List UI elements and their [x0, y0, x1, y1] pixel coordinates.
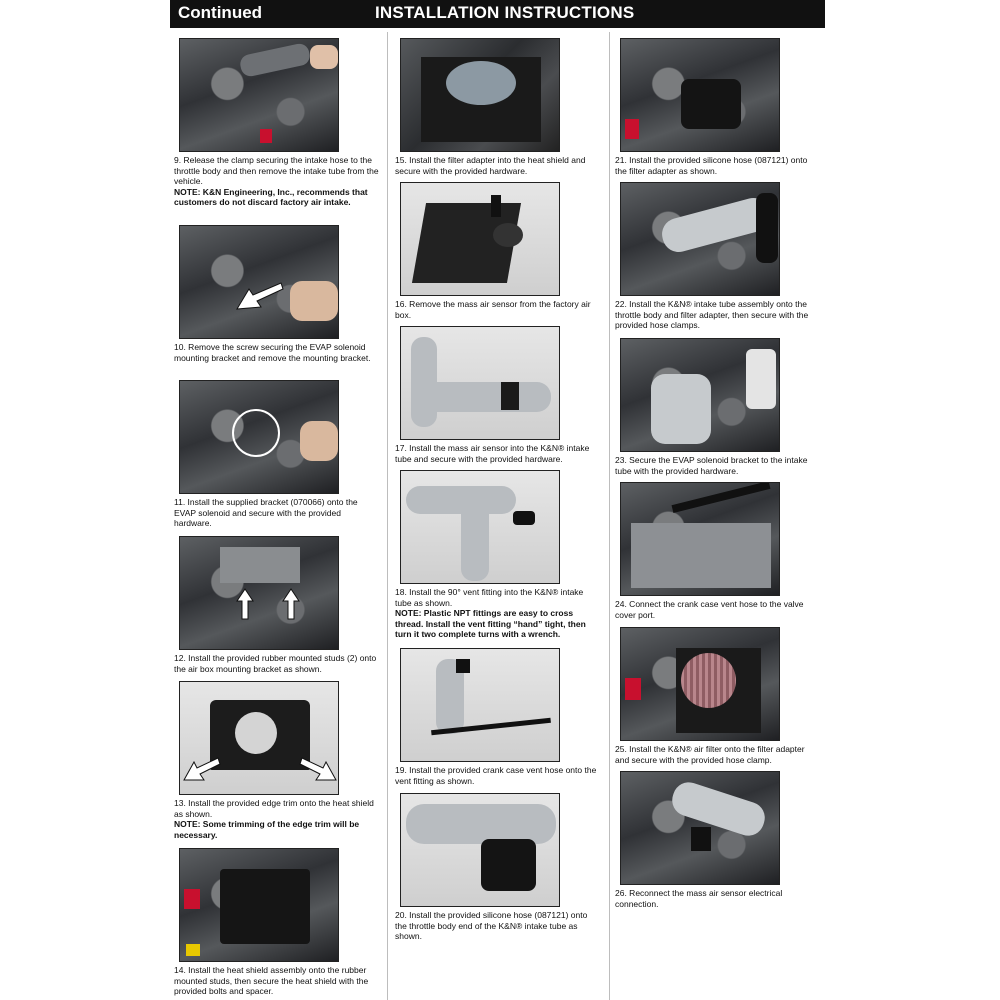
step-21-photo — [620, 38, 780, 152]
step-23-caption — [615, 455, 820, 476]
step-12 — [174, 536, 379, 674]
header-title: INSTALLATION INSTRUCTIONS — [375, 3, 635, 22]
step-20 — [395, 793, 600, 942]
step-11 — [174, 380, 379, 529]
step-16 — [395, 182, 600, 320]
step-20-caption — [395, 910, 600, 942]
step-26-caption — [615, 888, 820, 909]
step-9-caption — [174, 155, 379, 208]
step-24-photo — [620, 482, 780, 596]
step-25-photo — [620, 627, 780, 741]
step-11-photo — [179, 380, 339, 494]
step-12-text: 12. Install the provided rubber mounted studs (2) onto the air box mounting bracket as shown. — [174, 653, 377, 674]
step-19 — [395, 648, 600, 786]
step-21-text: 21. Install the provided silicone hose (087121) onto the filter adapter as shown. — [615, 155, 808, 176]
step-14 — [174, 848, 379, 997]
step-14-caption — [174, 965, 379, 997]
step-17-caption — [395, 443, 600, 464]
step-16-text: 16. Remove the mass air sensor from the factory air box. — [395, 299, 591, 320]
step-23-text: 23. Secure the EVAP solenoid bracket to the intake tube with the provided hardware. — [615, 455, 808, 476]
step-26-text: 26. Reconnect the mass air sensor electrical connection. — [615, 888, 783, 909]
step-23 — [615, 338, 820, 476]
arrow-icons — [182, 754, 338, 784]
step-15-photo — [400, 38, 560, 152]
step-25-caption — [615, 744, 820, 765]
step-25-text: 25. Install the K&N® air filter onto the filter adapter and secure with the provided hose clamp. — [615, 744, 805, 765]
step-19-text: 19. Install the provided crank case vent hose onto the vent fitting as shown. — [395, 765, 597, 786]
header-continued: Continued — [178, 3, 263, 22]
step-20-text: 20. Install the provided silicone hose (087121) onto the throttle body end of the K&N® intake tube as shown. — [395, 910, 588, 941]
step-17 — [395, 326, 600, 464]
step-10-text: 10. Remove the screw securing the EVAP solenoid mounting bracket and remove the mounting bracket. — [174, 342, 371, 363]
step-16-caption — [395, 299, 600, 320]
step-20-photo — [400, 793, 560, 907]
step-10-caption — [174, 342, 379, 363]
step-9-photo — [179, 38, 339, 152]
step-13-text: 13. Install the provided edge trim onto the heat shield as shown. — [174, 798, 374, 819]
step-21-caption — [615, 155, 820, 176]
step-10 — [174, 225, 379, 363]
step-18-caption — [395, 587, 600, 640]
step-12-photo — [179, 536, 339, 650]
step-10-photo — [179, 225, 339, 339]
step-14-photo — [179, 848, 339, 962]
step-23-photo — [620, 338, 780, 452]
step-11-text: 11. Install the supplied bracket (070066) onto the EVAP solenoid and secure with the provided hardware. — [174, 497, 358, 528]
step-9 — [174, 38, 379, 208]
step-15 — [395, 38, 600, 176]
step-13-note: NOTE: Some trimming of the edge trim will be necessary. — [174, 819, 360, 840]
step-13-photo — [179, 681, 339, 795]
step-14-text: 14. Install the heat shield assembly onto the rubber mounted studs, then secure the heat shield with the provided bolts and spacer. — [174, 965, 369, 996]
column-divider-1 — [387, 32, 388, 1000]
step-15-caption — [395, 155, 600, 176]
step-21 — [615, 38, 820, 176]
step-24 — [615, 482, 820, 620]
step-9-note: NOTE: K&N Engineering, Inc., recommends that customers do not discard factory air intake. — [174, 186, 368, 207]
step-17-text: 17. Install the mass air sensor into the K&N® intake tube and secure with the provided hardware. — [395, 443, 590, 464]
step-13-caption — [174, 798, 379, 840]
page-header — [170, 0, 825, 28]
arrow-icons — [235, 587, 305, 622]
step-13 — [174, 681, 379, 840]
step-18 — [395, 470, 600, 640]
step-16-photo — [400, 182, 560, 296]
step-22-text: 22. Install the K&N® intake tube assembly onto the throttle body and filter adapter, then secure with the provided hose clamps. — [615, 299, 809, 330]
column-divider-2 — [609, 32, 610, 1000]
step-26-photo — [620, 771, 780, 885]
step-22-photo — [620, 182, 780, 296]
step-24-caption — [615, 599, 820, 620]
step-22-caption — [615, 299, 820, 331]
step-18-text: 18. Install the 90° vent fitting into the K&N® intake tube as shown. — [395, 587, 584, 608]
step-11-caption — [174, 497, 379, 529]
step-19-caption — [395, 765, 600, 786]
step-22 — [615, 182, 820, 331]
step-17-photo — [400, 326, 560, 440]
step-9-text: 9. Release the clamp securing the intake hose to the throttle body and then remove the intake tube from the vehicle. — [174, 155, 379, 186]
step-18-photo — [400, 470, 560, 584]
arrow-icon — [235, 281, 285, 311]
step-25 — [615, 627, 820, 765]
step-24-text: 24. Connect the crank case vent hose to the valve cover port. — [615, 599, 804, 620]
step-18-note: NOTE: Plastic NPT fittings are easy to cross thread. Install the vent fitting “hand” tight, then turn it two complete turns with a wrench. — [395, 608, 586, 639]
step-12-caption — [174, 653, 379, 674]
step-15-text: 15. Install the filter adapter into the heat shield and secure with the provided hardware. — [395, 155, 586, 176]
step-26 — [615, 771, 820, 909]
step-19-photo — [400, 648, 560, 762]
